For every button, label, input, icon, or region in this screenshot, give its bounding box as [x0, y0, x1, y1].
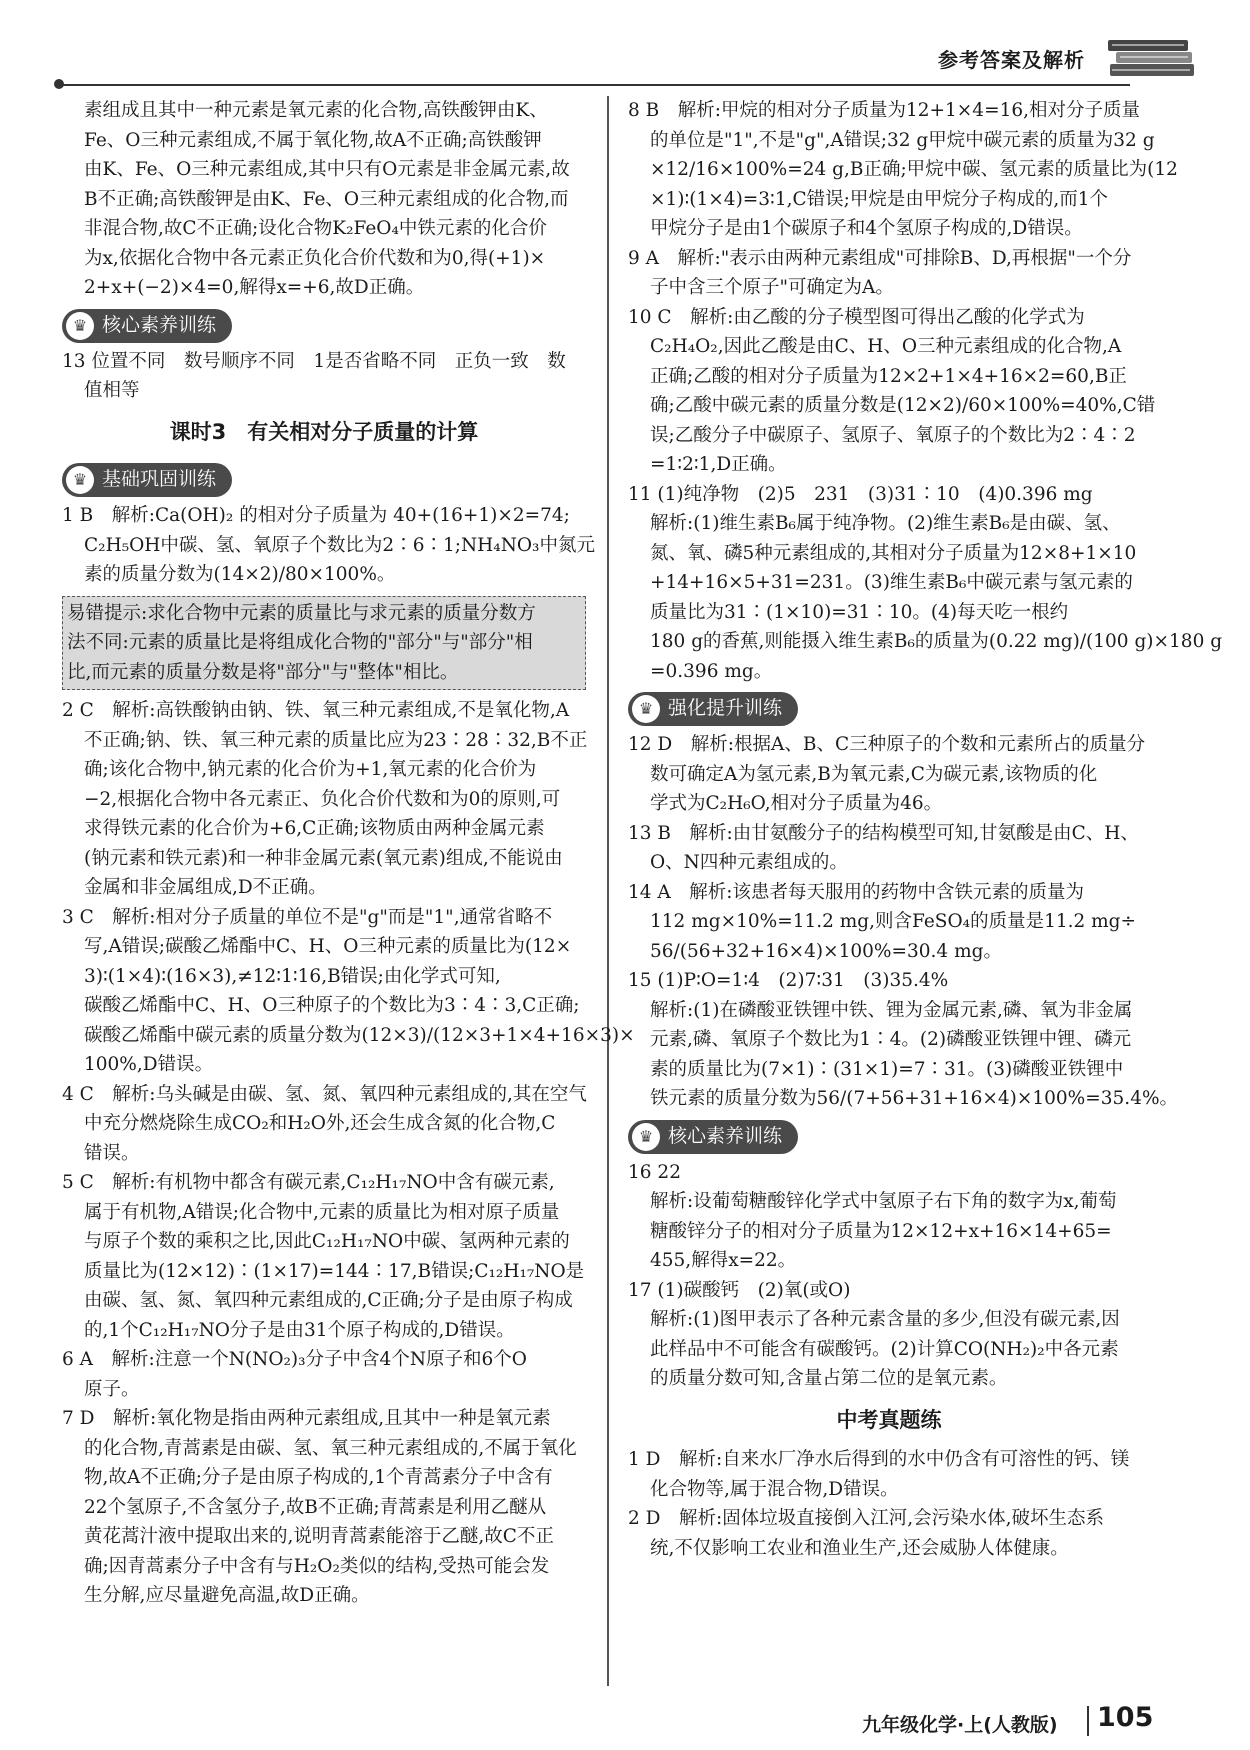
text-line: 属于有机物,A错误;化合物中,元素的质量比为相对原子质量: [84, 1201, 560, 1223]
text-line: Fe、O三种元素组成,不属于氧化物,故A不正确;高铁酸钾: [84, 129, 542, 151]
text-line: 3 C 解析:相对分子质量的单位不是"g"而是"1",通常省略不: [62, 906, 553, 928]
text-line: 非混合物,故C不正确;设化合物K₂FeO₄中铁元素的化合价: [84, 218, 547, 239]
text-line: 写,A错误;碳酸乙烯酯中C、H、O三种元素的质量比为(12×: [84, 936, 572, 957]
text-line: 22个氢原子,不含氢分子,故B不正确;青蒿素是利用乙醚从: [84, 1496, 547, 1518]
text-line: 的单位是"1",不是"g",A错误;32 g甲烷中碳元素的质量为32 g: [650, 129, 1155, 151]
text-line: 铁元素的质量分数为56/(7+56+31+16×4)×100%=35.4%。: [650, 1088, 1179, 1109]
footer-book-title: 九年级化学·上(人教版): [862, 1714, 1058, 1736]
column-divider: [607, 96, 609, 1686]
crown-icon: ♛: [66, 466, 94, 494]
text-line: 180 g的香蕉,则能摄入维生素B₆的质量为(0.22 mg)/(100 g)×180 g: [650, 631, 1223, 652]
text-line: 甲烷分子是由1个碳原子和4个氢原子构成的,D错误。: [650, 218, 1083, 239]
text-line: 碳酸乙烯酯中C、H、O三种原子的个数比为3∶4∶3,C正确;: [84, 995, 580, 1016]
section-label: 基础巩固训练: [102, 468, 217, 491]
text-line: 112 mg×10%=11.2 mg,则含FeSO₄的质量是11.2 mg÷: [650, 911, 1137, 932]
text-line: 金属和非金属组成,D不正确。: [84, 877, 327, 898]
text-line: 17 (1)碳酸钙 (2)氧(或O): [628, 1279, 851, 1301]
question-6: [62, 1345, 586, 1404]
text-line: 8 B 解析:甲烷的相对分子质量为12+1×4=16,相对分子质量: [628, 100, 1140, 121]
page-number: 105: [1097, 1702, 1154, 1733]
text-line: 解析:设葡萄糖酸锌化学式中氢原子右下角的数字为x,葡萄: [650, 1191, 1117, 1212]
text-line: +14+16×5+31=231。(3)维生素B₆中碳元素与氢元素的: [650, 572, 1133, 593]
question-5: [62, 1168, 586, 1345]
text-line: 误;乙酸分子中碳原子、氢原子、氧原子的个数比为2∶4∶2: [650, 424, 1136, 446]
text-line: 11 (1)纯净物 (2)5 231 (3)31∶10 (4)0.396 mg: [628, 483, 1093, 505]
text-line: 法不同:元素的质量比是将组成化合物的"部分"与"部分"相: [67, 632, 533, 653]
text-line: 求得铁元素的化合价为+6,C正确;该物质由两种金属元素: [84, 818, 545, 839]
text-line: 13 位置不同 数号顺序不同 1是否省略不同 正负一致 数: [62, 350, 566, 372]
crown-icon: ♛: [632, 695, 660, 723]
text-line: 解析:(1)在磷酸亚铁锂中铁、锂为金属元素,磷、氧为非金属: [650, 999, 1133, 1021]
text-line: ×12/16×100%=24 g,B正确;甲烷中碳、氢元素的质量比为(12: [650, 159, 1178, 180]
question-7: [62, 1404, 586, 1611]
text-line: C₂H₅OH中碳、氢、氧原子个数比为2∶6∶1;NH₄NO₃中氮元: [84, 534, 595, 556]
text-line: 不正确;钠、铁、氧三种元素的质量比应为23∶28∶32,B不正: [84, 729, 588, 751]
header-rule: [60, 84, 1130, 86]
text-line: ×1)∶(1×4)=3∶1,C错误;甲烷是由甲烷分子构成的,而1个: [650, 188, 1109, 210]
question-9: [628, 244, 1150, 303]
text-line: 素的质量分数为(14×2)/80×100%。: [84, 564, 396, 585]
text-line: 100%,D错误。: [84, 1054, 214, 1075]
error-tip-box: [62, 596, 586, 691]
text-line: 错误。: [84, 1142, 140, 1164]
text-line: 子中含三个原子"可确定为A。: [650, 277, 894, 298]
section-header-basic: [62, 463, 232, 497]
text-line: 12 D 解析:根据A、B、C三种原子的个数和元素所占的质量分: [628, 734, 1146, 755]
text-line: 确;因青蒿素分子中含有与H₂O₂类似的结构,受热可能会发: [84, 1555, 550, 1577]
section-header-strengthen: [628, 692, 798, 726]
text-line: 1 D 解析:自来水厂净水后得到的水中仍含有可溶性的钙、镁: [628, 1449, 1130, 1470]
text-line: 2 C 解析:高铁酸钠由钠、铁、氧三种元素组成,不是氧化物,A: [62, 700, 570, 721]
crown-icon: ♛: [632, 1123, 660, 1151]
text-line: 质量比为31∶(1×10)=31∶10。(4)每天吃一根约: [650, 601, 1069, 623]
text-line: (钠元素和铁元素)和一种非金属元素(氧元素)组成,不能说由: [84, 847, 563, 869]
text-line: =1∶2∶1,D正确。: [650, 454, 787, 475]
text-line: 13 B 解析:由甘氨酸分子的结构模型可知,甘氨酸是由C、H、: [628, 822, 1139, 844]
header-title: 参考答案及解析: [938, 48, 1085, 72]
question-8: [628, 96, 1178, 244]
text-line: 的,1个C₁₂H₁₇NO分子是由31个原子构成的,D错误。: [84, 1319, 515, 1341]
question-15: [628, 966, 1179, 1114]
text-line: 为x,依据化合物中各元素正负化合价代数和为0,得(+1)×: [84, 247, 546, 269]
text-line: 455,解得x=22。: [650, 1250, 797, 1271]
text-line: 9 A 解析:"表示由两种元素组成"可排除B、D,再根据"一个分: [628, 247, 1132, 269]
text-line: 与原子个数的乘积之比,因此C₁₂H₁₇NO中碳、氢两种元素的: [84, 1231, 570, 1252]
book-stack-icon: [1102, 30, 1202, 82]
text-line: 2 D 解析:固体垃圾直接倒入江河,会污染水体,破坏生态系: [628, 1508, 1104, 1529]
section-label: 核心素养训练: [102, 313, 217, 336]
text-line: 元素,磷、氧原子个数比为1∶4。(2)磷酸亚铁锂中锂、磷元: [650, 1029, 1132, 1050]
text-line: 由K、Fe、O三种元素组成,其中只有O元素是非金属元素,故: [84, 159, 570, 180]
block1: [62, 96, 586, 303]
question-11: [628, 480, 1223, 687]
text-line: B不正确;高铁酸钾是由K、Fe、O三种元素组成的化合物,而: [84, 188, 569, 210]
text-line: 正确;乙酸的相对分子质量为12×2+1×4+16×2=60,B正: [650, 365, 1127, 387]
text-line: 6 A 解析:注意一个N(NO₂)₃分子中含4个N原子和6个O: [62, 1349, 527, 1370]
question-4: [62, 1080, 586, 1169]
text-line: 2+x+(−2)×4=0,解得x=+6,故D正确。: [84, 277, 425, 298]
question-13: [62, 347, 586, 406]
text-line: 生分解,应尽量避免高温,故D正确。: [84, 1585, 370, 1606]
text-line: 素的质量比为(7×1)∶(31×1)=7∶31。(3)磷酸亚铁锂中: [650, 1058, 1124, 1080]
exam-question-2: [628, 1504, 1150, 1563]
section-label: 强化提升训练: [668, 697, 783, 720]
text-line: 15 (1)P∶O=1∶4 (2)7∶31 (3)35.4%: [628, 970, 949, 991]
text-line: 1 B 解析:Ca(OH)₂ 的相对分子质量为 40+(16+1)×2=74;: [62, 505, 570, 526]
text-line: O、N四种元素组成的。: [650, 852, 848, 873]
text-line: 比,而元素的质量分数是将"部分"与"整体"相比。: [67, 661, 459, 683]
text-line: 由碳、氢、氮、氧四种元素组成的,C正确;分子是由原子构成: [84, 1290, 573, 1311]
question-17: [628, 1276, 1150, 1394]
exam-section-title: 中考真题练: [836, 1407, 942, 1432]
text-line: 物,故A不正确;分子是由原子构成的,1个青蒿素分子中含有: [84, 1467, 553, 1488]
text-line: =0.396 mg。: [650, 660, 773, 682]
question-1: [62, 501, 595, 590]
question-2: [62, 696, 586, 903]
text-line: 56/(56+32+16×4)×100%=30.4 mg。: [650, 940, 1002, 962]
question-12: [628, 730, 1150, 819]
question-16: [628, 1158, 1150, 1276]
text-line: 碳酸乙烯酯中碳元素的质量分数为(12×3)/(12×3+1×4+16×3)×: [84, 1024, 635, 1046]
question-14: [628, 878, 1150, 967]
text-line: 质量比为(12×12)∶(1×17)=144∶17,B错误;C₁₂H₁₇NO是: [84, 1260, 585, 1282]
text-line: 黄花蒿汁液中提取出来的,说明青蒿素能溶于乙醚,故C不正: [84, 1526, 554, 1547]
text-line: 14 A 解析:该患者每天服用的药物中含铁元素的质量为: [628, 881, 1085, 903]
footer-divider: [1087, 1706, 1089, 1736]
text-line: 7 D 解析:氧化物是指由两种元素组成,且其中一种是氧元素: [62, 1408, 551, 1429]
text-line: 统,不仅影响工农业和渔业生产,还会威胁人体健康。: [650, 1537, 1069, 1559]
text-line: 值相等: [84, 380, 140, 401]
text-line: 学式为C₂H₆O,相对分子质量为46。: [650, 793, 943, 814]
text-line: 的质量分数可知,含量占第二位的是氧元素。: [650, 1368, 1008, 1389]
left-column: [62, 96, 635, 1611]
text-line: 确;该化合物中,钠元素的化合价为+1,氧元素的化合价为: [84, 759, 537, 780]
text-line: 易错提示:求化合物中元素的质量比与求元素的质量分数方: [67, 602, 536, 624]
crown-icon: ♛: [66, 312, 94, 340]
text-line: 此样品中不可能含有碳酸钙。(2)计算CO(NH₂)₂中各元素: [650, 1338, 1119, 1360]
question-10: [628, 303, 1156, 480]
exam-question-1: [628, 1445, 1150, 1504]
text-line: 解析:(1)图甲表示了各种元素含量的多少,但没有碳元素,因: [650, 1309, 1120, 1330]
text-line: 糖酸锌分子的相对分子质量为12×12+x+16×14+65=: [650, 1220, 1112, 1242]
text-line: 3)∶(1×4)∶(16×3),≠12∶1∶16,B错误;由化学式可知,: [84, 965, 501, 987]
text-line: 中充分燃烧除生成CO₂和H₂O外,还会生成含氮的化合物,C: [84, 1113, 556, 1134]
text-line: C₂H₄O₂,因此乙酸是由C、H、O三种元素组成的化合物,A: [650, 336, 1122, 357]
text-line: 的化合物,青蒿素是由碳、氢、氧三种元素组成的,不属于氧化: [84, 1437, 577, 1459]
question-3: [62, 903, 635, 1080]
text-line: 氮、氧、磷5种元素组成的,其相对分子质量为12×8+1×10: [650, 542, 1137, 564]
text-line: 解析:(1)维生素B₆属于纯净物。(2)维生素B₆是由碳、氢、: [650, 513, 1121, 534]
text-line: 确;乙酸中碳元素的质量分数是(12×2)/60×100%=40%,C错: [650, 395, 1156, 416]
text-line: −2,根据化合物中各元素正、负化合价代数和为0的原则,可: [84, 788, 561, 810]
text-line: 5 C 解析:有机物中都含有碳元素,C₁₂H₁₇NO中含有碳元素,: [62, 1172, 555, 1193]
text-line: 原子。: [84, 1378, 140, 1400]
text-line: 16 22: [628, 1161, 681, 1183]
text-line: 10 C 解析:由乙酸的分子模型图可得出乙酸的化学式为: [628, 306, 1085, 328]
section-header-core-literacy: [62, 309, 232, 343]
text-line: 4 C 解析:乌头碱是由碳、氢、氮、氧四种元素组成的,其在空气: [62, 1083, 587, 1105]
text-line: 数可确定A为氢元素,B为氧元素,C为碳元素,该物质的化: [650, 763, 1098, 785]
question-13-right: [628, 819, 1150, 878]
right-column: [628, 96, 1223, 1563]
section-label: 核心素养训练: [668, 1124, 783, 1147]
lesson-title: 课时3 有关相对分子质量的计算: [169, 419, 479, 444]
text-line: 化合物等,属于混合物,D错误。: [650, 1478, 899, 1500]
text-line: 素组成且其中一种元素是氧元素的化合物,高铁酸钾由K、: [84, 100, 548, 121]
section-header-core-literacy-2: [628, 1120, 798, 1154]
